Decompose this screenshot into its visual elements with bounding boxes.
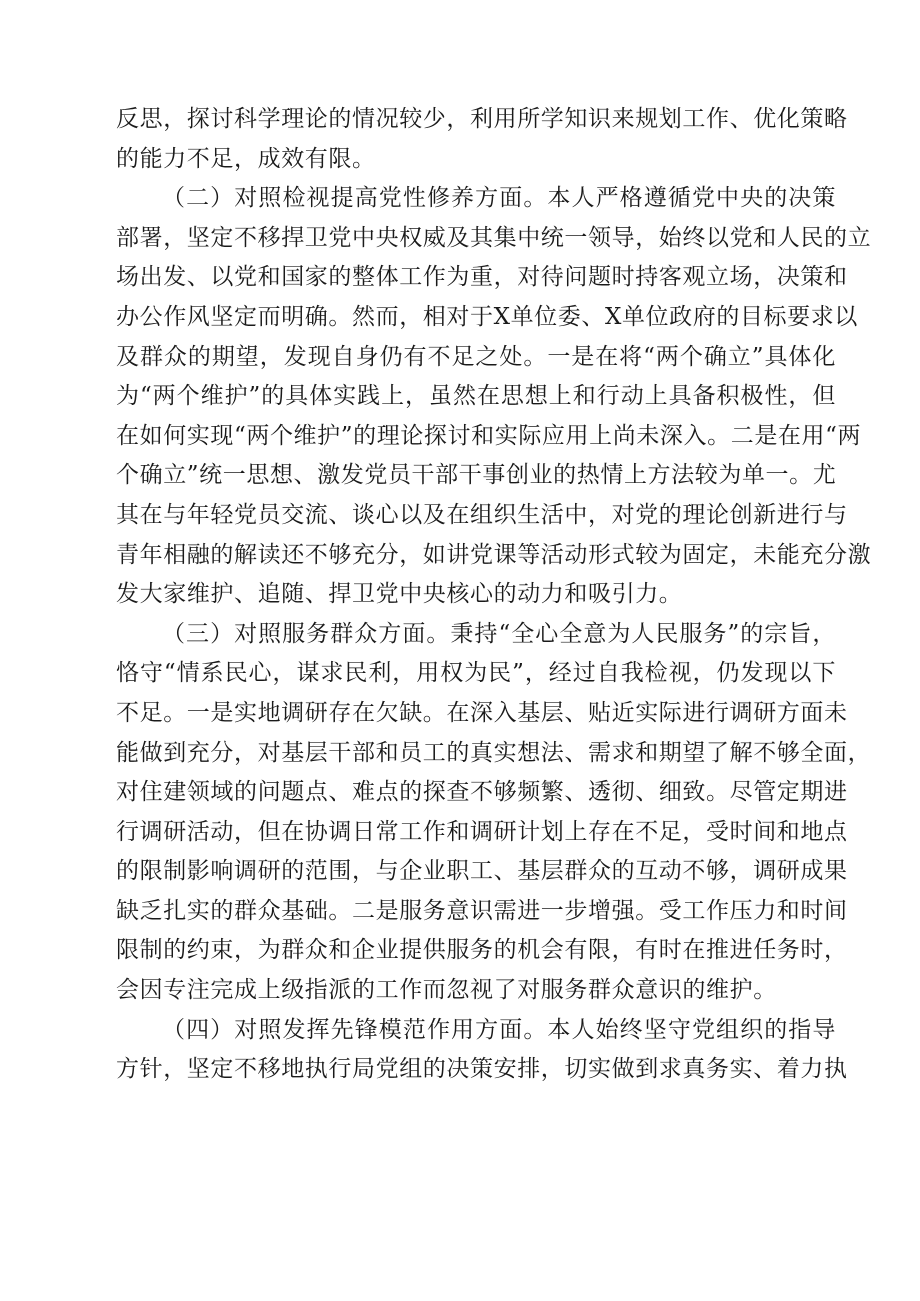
text-line: 不足。一是实地调研存在欠缺。在深入基层、贴近实际进行调研方面未: [116, 699, 848, 726]
text-line: 青年相融的解读还不够充分，如讲党课等活动形式较为固定，未能充分激: [116, 541, 872, 568]
text-line: 的限制影响调研的范围，与企业职工、基层群众的互动不够，调研成果: [116, 858, 848, 885]
text-line: 为“两个维护”的具体实践上，虽然在思想上和行动上具备积极性，但: [116, 383, 836, 410]
paragraph-heading-line: （四）对照发挥先锋模范作用方面。本人始终坚守党组织的指导: [162, 1016, 836, 1043]
text-line: 会因专注完成上级指派的工作而忽视了对服务群众意识的维护。: [116, 977, 777, 1004]
text-line: 能做到充分，对基层干部和员工的真实想法、需求和期望了解不够全面，: [116, 739, 872, 766]
paragraph-party-spirit: [116, 179, 872, 615]
paragraph-continuation: [116, 100, 848, 179]
text-line: 个确立”统一思想、激发党员干部干事创业的热情上方法较为单一。尤: [116, 462, 837, 489]
paragraph-vanguard-role: [116, 1011, 848, 1090]
text-line: 缺乏扎实的群众基础。二是服务意识需进一步增强。受工作压力和时间: [116, 897, 848, 924]
text-line: 在如何实现“两个维护”的理论探讨和实际应用上尚未深入。二是在用“两: [116, 422, 862, 449]
text-line: 其在与年轻党员交流、谈心以及在组织生活中，对党的理论创新进行与: [116, 501, 848, 528]
text-line: 部署，坚定不移捍卫党中央权威及其集中统一领导，始终以党和人民的立: [116, 224, 872, 251]
text-line: 方针，坚定不移地执行局党组的决策安排，切实做到求真务实、着力执: [116, 1056, 848, 1083]
paragraph-heading-line: （三）对照服务群众方面。秉持“全心全意为人民服务”的宗旨，: [162, 620, 836, 647]
text-line: 行调研活动，但在协调日常工作和调研计划上存在不足，受时间和地点: [116, 818, 848, 845]
text-line: 的能力不足，成效有限。: [116, 145, 376, 172]
text-line: 办公作风坚定而明确。然而，相对于X单位委、X单位政府的目标要求以: [116, 303, 858, 330]
text-line: 对住建领域的问题点、难点的探查不够频繁、透彻、细致。尽管定期进: [116, 779, 848, 806]
text-line: 及群众的期望，发现自身仍有不足之处。一是在将“两个确立”具体化: [116, 343, 836, 370]
paragraph-heading-line: （二）对照检视提高党性修养方面。本人严格遵循党中央的决策: [162, 185, 836, 212]
paragraph-serving-masses: [116, 615, 872, 1011]
text-line: 恪守“情系民心，谋求民利，用权为民”，经过自我检视，仍发现以下: [116, 660, 836, 687]
text-line: 反思，探讨科学理论的情况较少，利用所学知识来规划工作、优化策略: [116, 106, 848, 132]
text-line: 发大家维护、追随、捍卫党中央核心的动力和吸引力。: [116, 581, 683, 608]
text-line: 场出发、以党和国家的整体工作为重，对待问题时持客观立场，决策和: [116, 264, 848, 291]
document-body: [116, 100, 872, 1090]
text-line: 限制的约束，为群众和企业提供服务的机会有限，有时在推进任务时，: [116, 937, 848, 964]
